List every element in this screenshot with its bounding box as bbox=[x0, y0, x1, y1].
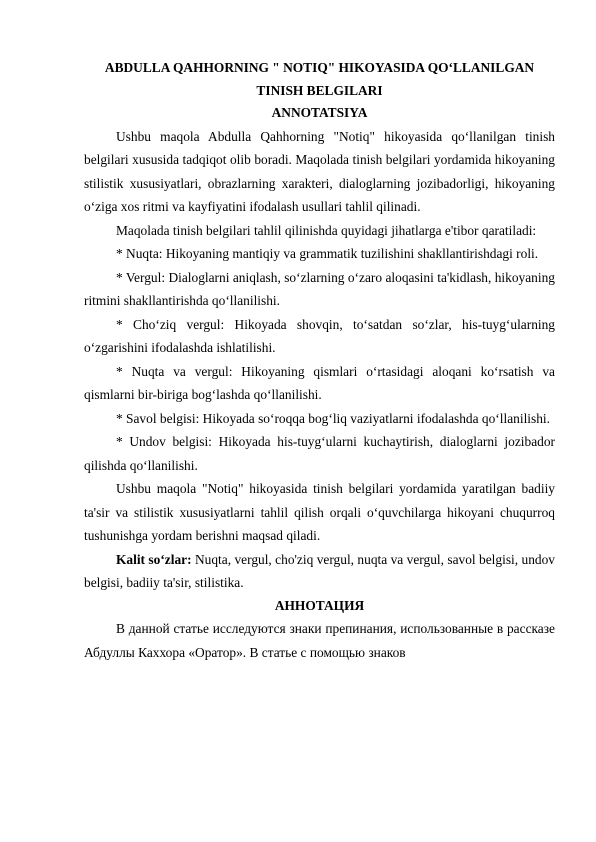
article-title: ABDULLA QAHHORNING " NOTIQ" HIKOYASIDA QO‘LLANILGAN TINISH BELGILARI bbox=[104, 60, 535, 98]
annotation-ru-paragraph: В данной статье исследуются знаки препинания, использованные в рассказе Абдуллы Каххора «Оратор». В статье с помощью знаков bbox=[84, 621, 555, 660]
annotation-ru-heading: АННОТАЦИЯ bbox=[274, 597, 365, 613]
bullet-nuqta-va-vergul: * Nuqta va vergul: Hikoyaning qismlari o‘rtasidagi aloqani ko‘rsatish va qismlarni bir-biriga bog‘lashda qo‘llanilishi. bbox=[84, 363, 555, 402]
annotation-uz-paragraph: Ushbu maqola Abdulla Qahhorning "Notiq" hikoyasida qo‘llanilgan tinish belgilari xususida tadqiqot olib boradi. Maqolada tinish belgilari yordamida hikoyaning stilistik xususiyatlari, obrazlarning xarakteri, dialoglarning jozibadorligi, hikoyaning o‘ziga xos ritmi va kayfiyatini ifodalash usullari tahlil qilinadi. bbox=[84, 128, 555, 214]
bullet-savol-belgisi: * Savol belgisi: Hikoyada so‘roqqa bog‘liq vaziyatlarni ifodalashda qo‘llanilishi. bbox=[116, 410, 550, 426]
bullet-choziq-vergul: * Cho‘ziq vergul: Hikoyada shovqin, to‘satdan so‘zlar, his-tuyg‘ularning o‘zgarishini ifodalashda ishlatilishi. bbox=[84, 316, 555, 355]
bullet-vergul: * Vergul: Dialoglarni aniqlash, so‘zlarning o‘zaro aloqasini ta'kidlash, hikoyaning ritmini shakllantirishda qo‘llanilishi. bbox=[84, 269, 555, 308]
bullet-nuqta: * Nuqta: Hikoyaning mantiqiy va grammatik tuzilishini shakllantirishdagi roli. bbox=[116, 246, 539, 261]
annotation-uz-heading: ANNOTATSIYA bbox=[271, 105, 368, 120]
keywords-text: Nuqta, vergul, cho'ziq vergul, nuqta va vergul, savol belgisi, undov belgisi, badiiy ta'sir, stilistika. bbox=[84, 551, 555, 590]
annotation-uz-paragraph: Maqolada tinish belgilari tahlil qilinishda quyidagi jihatlarga e'tibor qaratiladi: bbox=[116, 222, 537, 238]
bullet-undov-belgisi: * Undov belgisi: Hikoyada his-tuyg‘ularni kuchaytirish, dialoglarni jozibador qilishda qo‘llanilishi. bbox=[84, 434, 555, 473]
keywords-label: Kalit so‘zlar: bbox=[116, 551, 192, 567]
keywords bbox=[84, 548, 555, 595]
annotation-uz-conclusion: Ushbu maqola "Notiq" hikoyasida tinish belgilari yordamida yaratilgan badiiy ta'sir va stilistik xususiyatlarni tahlil qilish orqali o‘quvchilarga hikoyani chuqurroq tushunishga yordam berishni maqsad qiladi. bbox=[84, 481, 555, 543]
document-page bbox=[84, 57, 555, 664]
